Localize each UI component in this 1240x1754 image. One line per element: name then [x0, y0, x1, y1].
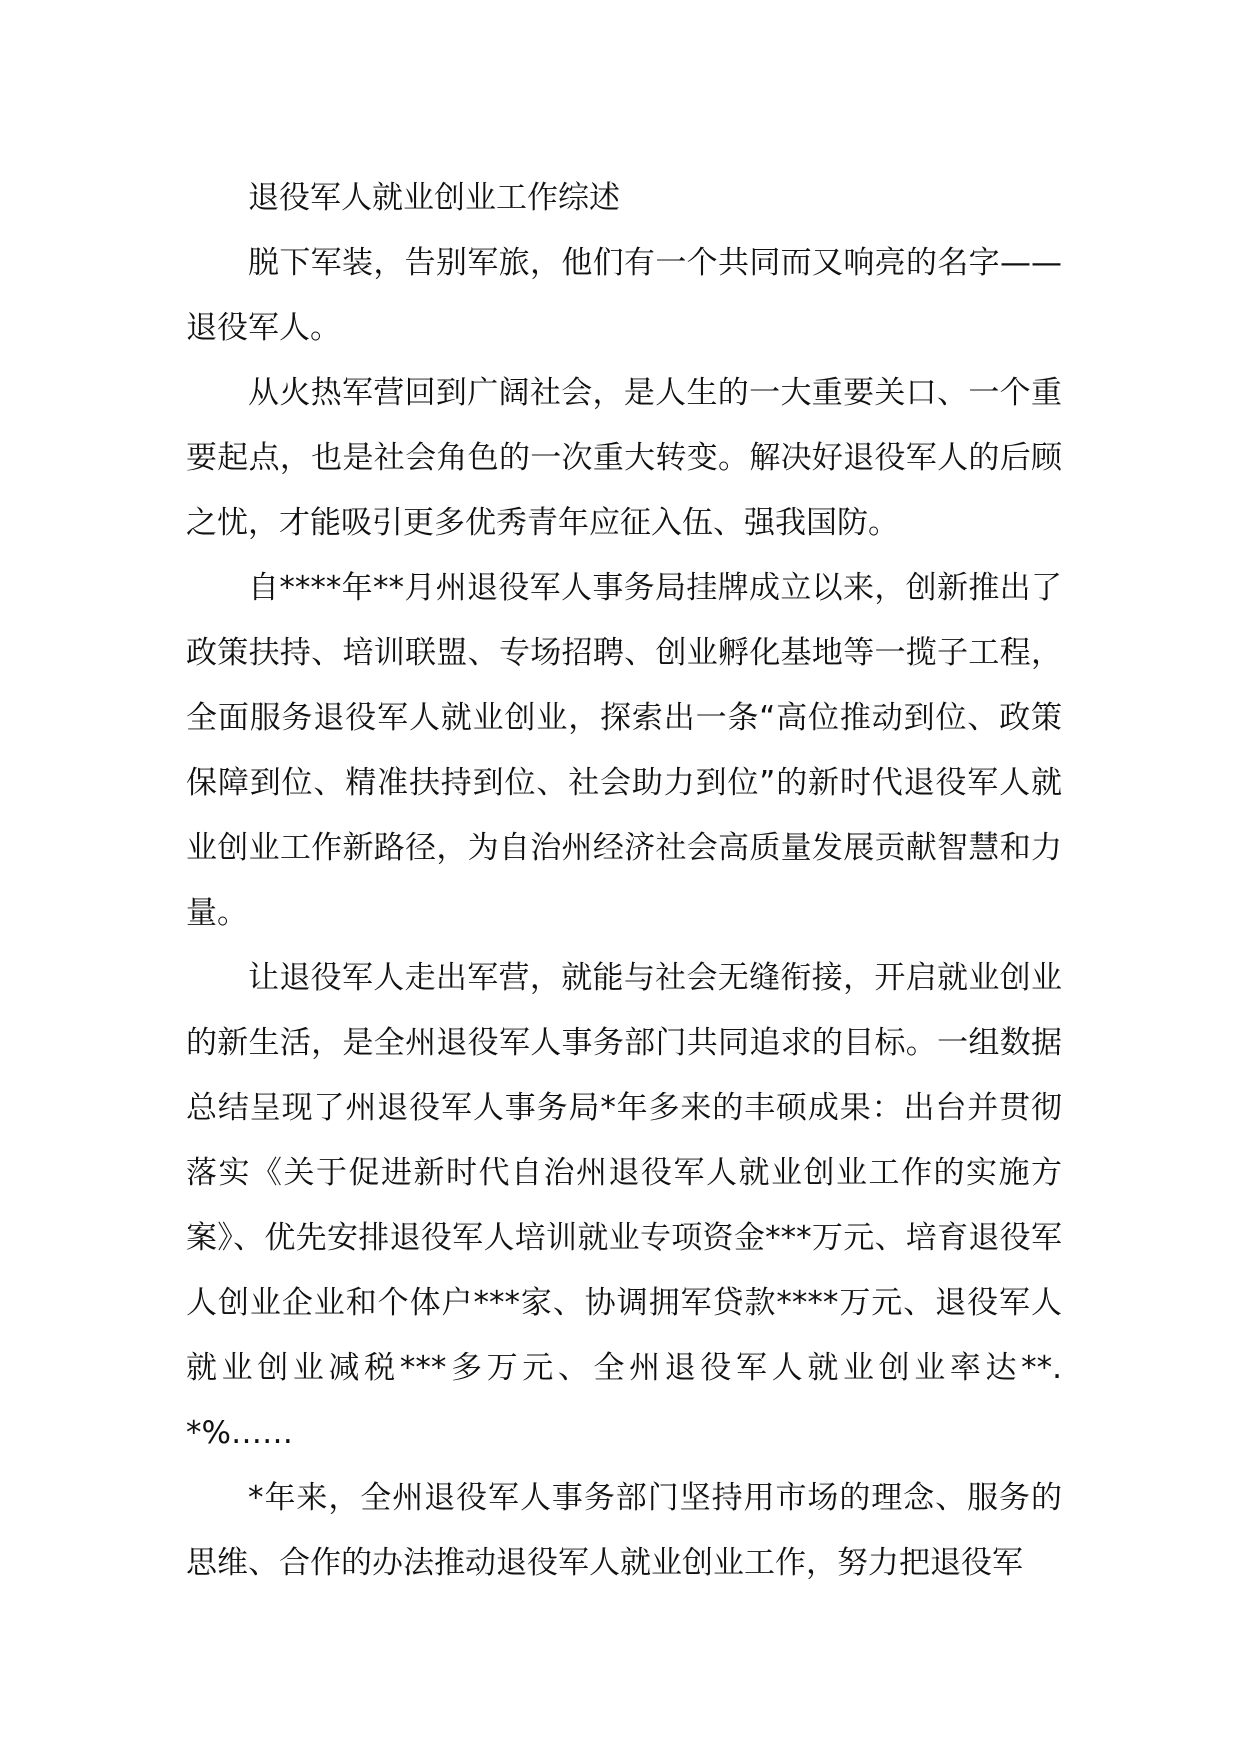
paragraph-5: *年来，全州退役军人事务部门坚持用市场的理念、服务的思维、合作的办法推动退役军人就业创业工作，努力把退役军: [186, 1480, 1062, 1581]
paragraph-1: 脱下军装，告别军旅，他们有一个共同而又响亮的名字——退役军人。: [186, 245, 1062, 346]
document-title: 退役军人就业创业工作综述: [248, 180, 620, 216]
paragraph-3: 自****年**月州退役军人事务局挂牌成立以来，创新推出了政策扶持、培训联盟、专场招聘、创业孵化基地等一揽子工程，全面服务退役军人就业创业，探索出一条“高位推动到位、政策保障到位、精准扶持到位、社会助力到位”的新时代退役军人就业创业工作新路径，为自治州经济社会高质量发展贡献智慧和力量。: [186, 570, 1062, 931]
document-body: [186, 166, 1062, 1596]
paragraph-2: 从火热军营回到广阔社会，是人生的一大重要关口、一个重要起点，也是社会角色的一次重大转变。解决好退役军人的后顾之忧，才能吸引更多优秀青年应征入伍、强我国防。: [186, 375, 1062, 541]
paragraph-4: 让退役军人走出军营，就能与社会无缝衔接，开启就业创业的新生活，是全州退役军人事务部门共同追求的目标。一组数据总结呈现了州退役军人事务局*年多来的丰硕成果：出台并贯彻落实《关于促进新时代自治州退役军人就业创业工作的实施方案》、优先安排退役军人培训就业专项资金***万元、培育退役军人创业企业和个体户***家、协调拥军贷款****万元、退役军人就业创业减税***多万元、全州退役军人就业创业率达**.*%……: [186, 960, 1062, 1451]
